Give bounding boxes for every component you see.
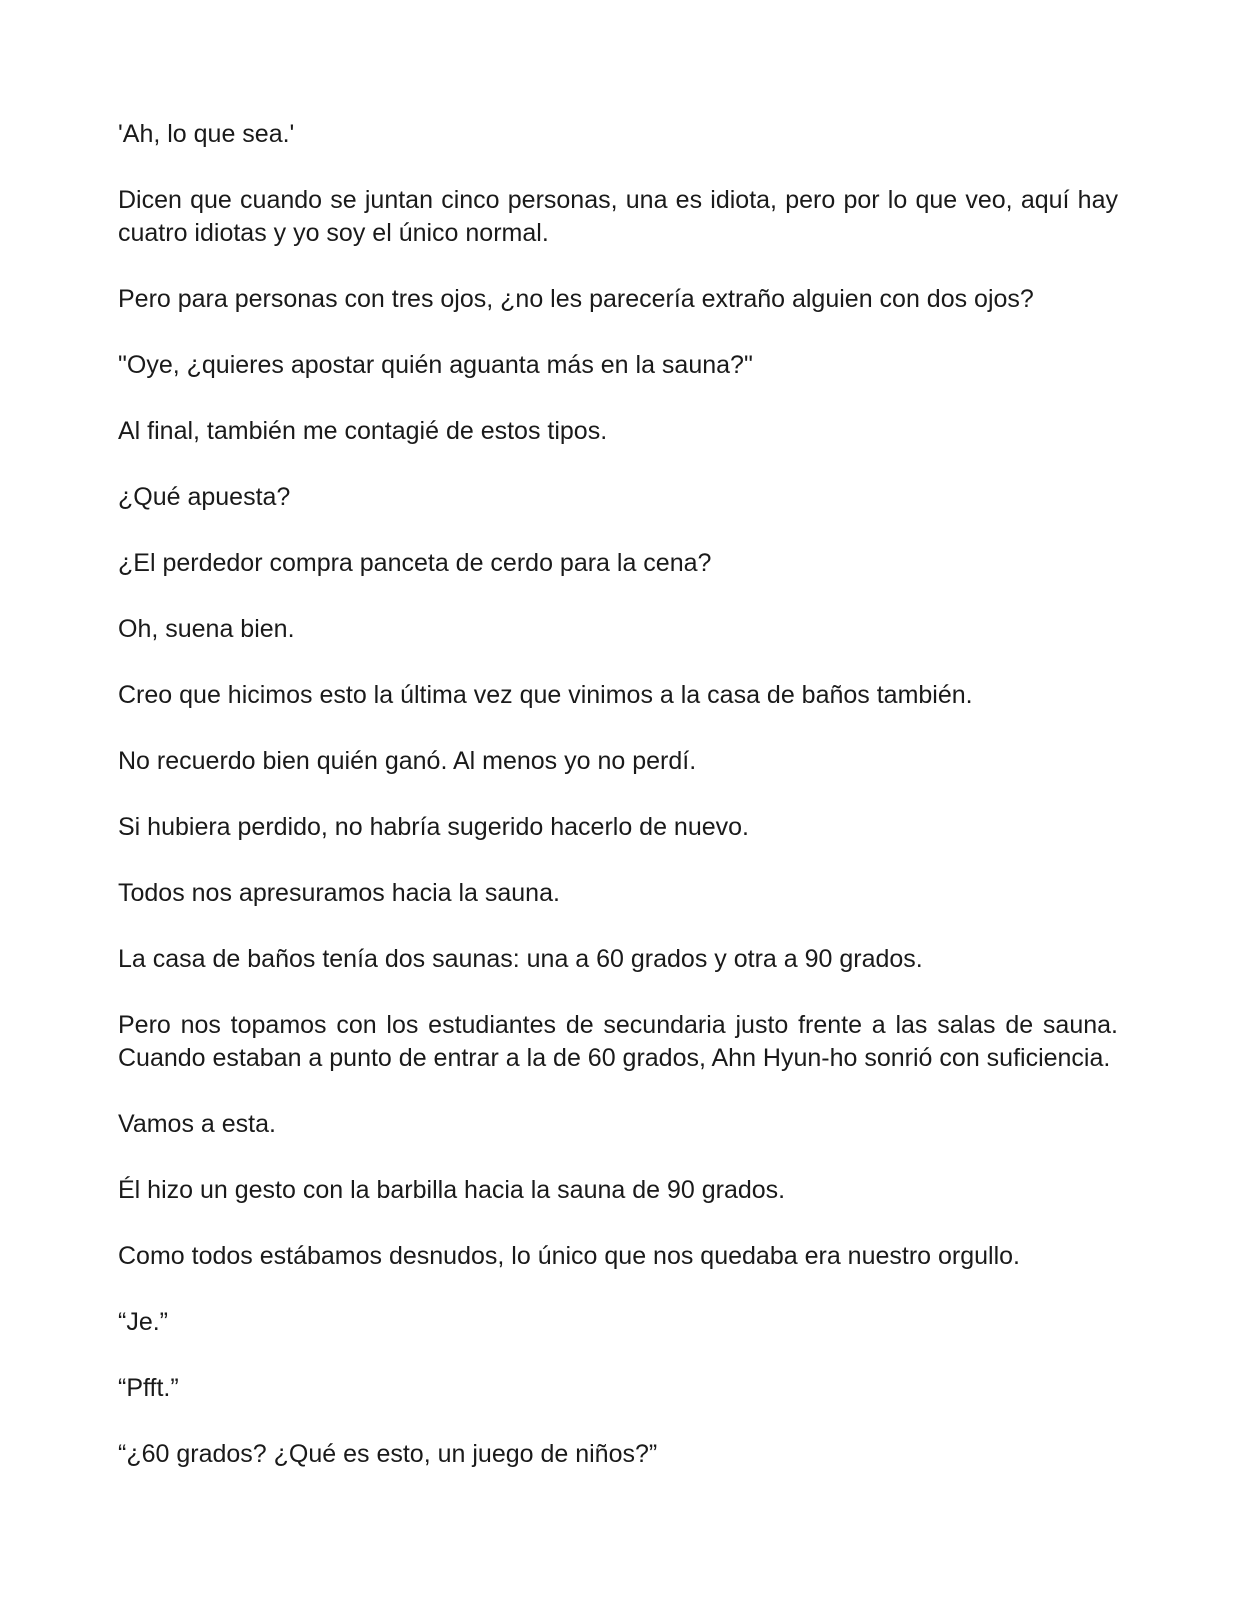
paragraph: Oh, suena bien. <box>118 615 295 643</box>
paragraph: "Oye, ¿quieres apostar quién aguanta más en la sauna?" <box>118 351 753 379</box>
paragraph: Si hubiera perdido, no habría sugerido hacerlo de nuevo. <box>118 813 749 841</box>
paragraph: Todos nos apresuramos hacia la sauna. <box>118 879 560 907</box>
paragraph: La casa de baños tenía dos saunas: una a 60 grados y otra a 90 grados. <box>118 945 923 973</box>
paragraph: Pero para personas con tres ojos, ¿no les parecería extraño alguien con dos ojos? <box>118 285 1034 313</box>
paragraph: ¿El perdedor compra panceta de cerdo para la cena? <box>118 549 712 577</box>
paragraph: Pero nos topamos con los estudiantes de secundaria justo frente a las salas de sauna. Cuando estaban a punto de entrar a la de 60 grados, Ahn Hyun-ho sonrió con suficiencia. <box>118 1011 1118 1072</box>
paragraph: “Pfft.” <box>118 1374 179 1402</box>
paragraph: “Je.” <box>118 1308 168 1336</box>
paragraph: Él hizo un gesto con la barbilla hacia la sauna de 90 grados. <box>118 1176 786 1204</box>
paragraph: Creo que hicimos esto la última vez que vinimos a la casa de baños también. <box>118 681 973 709</box>
paragraph: Como todos estábamos desnudos, lo único que nos quedaba era nuestro orgullo. <box>118 1242 1020 1270</box>
paragraph: Al final, también me contagié de estos tipos. <box>118 417 608 445</box>
paragraph: No recuerdo bien quién ganó. Al menos yo no perdí. <box>118 747 697 775</box>
paragraph: “¿60 grados? ¿Qué es esto, un juego de niños?” <box>118 1440 658 1468</box>
document-body <box>118 118 1118 1504</box>
paragraph: 'Ah, lo que sea.' <box>118 120 295 148</box>
paragraph: Dicen que cuando se juntan cinco personas, una es idiota, pero por lo que veo, aquí hay cuatro idiotas y yo soy el único normal. <box>118 186 1118 247</box>
paragraph: ¿Qué apuesta? <box>118 483 291 511</box>
paragraph: Vamos a esta. <box>118 1110 276 1138</box>
